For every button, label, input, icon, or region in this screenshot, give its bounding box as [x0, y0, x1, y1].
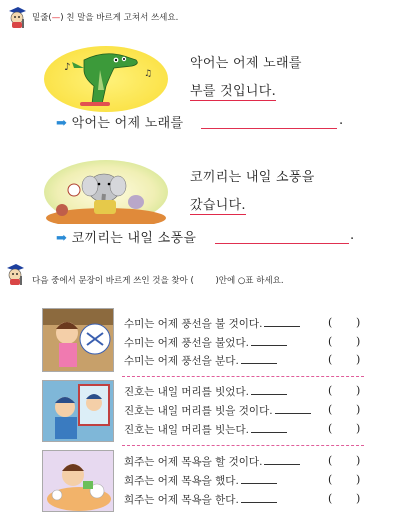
option-2-3: 진호는 내일 머리를 빗는다. — [124, 422, 287, 437]
arrow-right-icon: ➡ — [56, 116, 68, 131]
svg-text:♪: ♪ — [64, 62, 71, 73]
option-1-2: 수미는 어제 풍선을 불었다. — [124, 335, 287, 350]
answer-paren-close[interactable]: ) — [356, 353, 361, 366]
answer-paren-open[interactable]: ( — [328, 316, 333, 329]
answer-paren-open[interactable]: ( — [328, 422, 333, 435]
q2-answer-line[interactable] — [215, 230, 349, 244]
divider — [122, 376, 364, 377]
q1-line2: 부를 것입니다. — [190, 80, 276, 101]
option-2-2: 진호는 내일 머리를 빗을 것이다. — [124, 403, 311, 418]
q1-line1: 악어는 어제 노래를 — [190, 56, 302, 71]
crocodile-picture — [44, 46, 168, 112]
answer-paren-open[interactable]: ( — [328, 492, 333, 505]
heeju-bath-picture — [42, 450, 114, 512]
section2-instruction: 다음 중에서 문장이 바르게 쓰인 것을 찾아 ( )안에 ○표 하세요. — [32, 276, 284, 286]
answer-paren-close[interactable]: ) — [356, 492, 361, 505]
option-3-2: 희주는 어제 목욕을 했다. — [124, 473, 277, 488]
q1-answer-row — [56, 112, 183, 131]
q2-line1: 코끼리는 내일 소풍을 — [190, 170, 315, 185]
q2-line2: 갔습니다. — [190, 194, 246, 215]
answer-paren-close[interactable]: ) — [356, 403, 361, 416]
mascot-icon — [4, 262, 28, 286]
mascot-icon — [6, 5, 30, 29]
option-3-1: 희주는 어제 목욕을 할 것이다. — [124, 454, 300, 469]
q2-answer-period: . — [350, 228, 355, 243]
answer-paren-close[interactable]: ) — [356, 454, 361, 467]
section1-instruction: 밑줄(—) 친 말을 바르게 고쳐서 쓰세요. — [32, 13, 179, 23]
elephant-picture — [44, 160, 168, 224]
option-3-3: 희주는 어제 목욕을 한다. — [124, 492, 277, 507]
arrow-right-icon: ➡ — [56, 231, 68, 246]
answer-paren-close[interactable]: ) — [356, 384, 361, 397]
q1-answer-period: . — [339, 113, 344, 128]
q1-answer-prompt: 악어는 어제 노래를 — [71, 116, 184, 131]
answer-paren-close[interactable]: ) — [356, 316, 361, 329]
option-1-3: 수미는 어제 풍선을 분다. — [124, 353, 277, 368]
jinho-comb-picture — [42, 380, 114, 442]
answer-paren-open[interactable]: ( — [328, 353, 333, 366]
option-2-1: 진호는 내일 머리를 빗었다. — [124, 384, 287, 399]
answer-paren-close[interactable]: ) — [356, 335, 361, 348]
answer-paren-open[interactable]: ( — [328, 384, 333, 397]
q2-answer-prompt: 코끼리는 내일 소풍을 — [71, 231, 197, 246]
sumi-balloon-picture — [42, 308, 114, 372]
answer-paren-close[interactable]: ) — [356, 473, 361, 486]
q2-answer-row — [56, 227, 196, 246]
answer-paren-open[interactable]: ( — [328, 335, 333, 348]
divider — [122, 445, 364, 446]
answer-paren-open[interactable]: ( — [328, 454, 333, 467]
option-1-1: 수미는 어제 풍선을 불 것이다. — [124, 316, 300, 331]
answer-paren-open[interactable]: ( — [328, 473, 333, 486]
answer-paren-close[interactable]: ) — [356, 422, 361, 435]
q1-answer-line[interactable] — [201, 115, 337, 129]
answer-paren-open[interactable]: ( — [328, 403, 333, 416]
svg-text:♫: ♫ — [144, 69, 153, 79]
